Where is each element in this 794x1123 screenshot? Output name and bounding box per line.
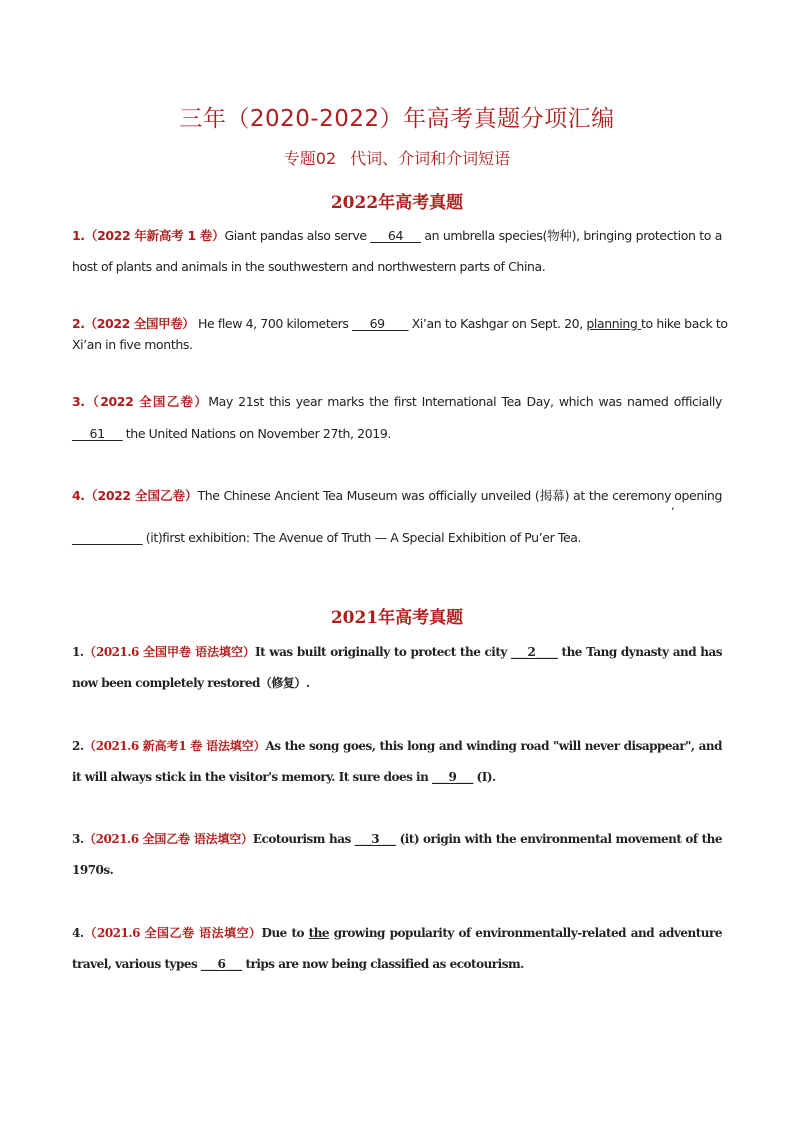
question-line <box>72 831 722 847</box>
answer-blank: ____________ <box>72 530 143 545</box>
question-line <box>72 316 728 332</box>
question-text: Ecotourism has <box>252 832 355 846</box>
question-line: now been completely restored（修复）. <box>72 676 310 690</box>
question-source: （2022 全国乙卷） <box>84 394 209 409</box>
question-number: 3. <box>72 394 85 409</box>
question-line: host of plants and animals in the southwestern and northwestern parts of China. <box>72 259 546 274</box>
question-text: As the song goes, this long and winding road "will never disappear", and <box>265 739 723 753</box>
question-text: it will always stick in the visitor's memory. It sure does in <box>72 770 433 784</box>
question-number: 4. <box>72 488 85 503</box>
question-text: the Tang dynasty and has <box>557 645 722 659</box>
question-number: 1. <box>72 228 85 243</box>
answer-blank: ___9___ <box>432 770 473 784</box>
question-source: （2021.6 新高考1 卷 语法填空） <box>83 739 266 753</box>
question-number: 4. <box>72 926 84 940</box>
section-heading-2022: 2022年高考真题 <box>330 193 464 213</box>
question-line: Xi’an in five months. <box>72 337 193 352</box>
question-text: trips are now being classified as ecotourism. <box>241 957 524 971</box>
comma-mark: , <box>671 499 675 512</box>
question-line <box>72 394 722 410</box>
question-number: 1. <box>72 645 84 659</box>
question-text: growing popularity of environmentally-related and adventure <box>329 926 722 940</box>
page-subtitle <box>0 146 794 169</box>
question-line <box>72 925 722 941</box>
question-source: （2022 全国甲卷） <box>84 316 195 331</box>
underlined-word: planning <box>586 316 641 331</box>
question-line <box>72 644 722 660</box>
question-line <box>72 956 722 972</box>
answer-blank: ___64___ <box>370 228 421 243</box>
answer-blank: ___6___ <box>200 957 242 971</box>
question-source: （2021.6 全国乙卷 语法填空） <box>83 926 262 940</box>
answer-blank: ___69____ <box>352 316 409 331</box>
question-line <box>72 769 722 785</box>
question-text: (I). <box>472 770 496 784</box>
question-text: an umbrella species(物种), bringing protection to a <box>420 228 722 243</box>
question-text: Due to <box>261 926 309 940</box>
question-text: Xi’an to Kashgar on Sept. 20, <box>408 316 587 331</box>
question-text: travel, various types <box>72 957 201 971</box>
question-source: （2022 年新高考 1 卷） <box>84 228 225 243</box>
question-text: the United Nations on November 27th, 2019. <box>122 426 391 441</box>
underlined-word: the <box>308 926 330 940</box>
question-number: 3. <box>72 832 84 846</box>
question-text: May 21st this year marks the first International Tea Day, which was named officially <box>208 394 722 409</box>
question-line <box>72 738 722 754</box>
subtitle-prefix: 专题02 <box>283 149 337 168</box>
question-number: 2. <box>72 316 85 331</box>
question-line <box>72 530 722 546</box>
question-text: The Chinese Ancient Tea Museum was officially unveiled (揭幕) at the ceremony <box>197 488 672 503</box>
question-line <box>72 488 722 512</box>
question-text: opening <box>674 488 722 503</box>
answer-blank: ___3___ <box>354 832 396 846</box>
section-heading-2021: 2021年高考真题 <box>330 608 464 628</box>
question-text: to hike back to <box>641 316 728 331</box>
question-line: 1970s. <box>72 863 114 877</box>
question-text: He flew 4, 700 kilometers <box>194 316 353 331</box>
answer-blank: ___2____ <box>511 645 558 659</box>
question-text: (it) origin with the environmental movement of the <box>395 832 722 846</box>
question-text: (it)first exhibition: The Avenue of Truth — A Special Exhibition of Pu’er Tea. <box>142 530 582 545</box>
question-line <box>72 228 722 244</box>
answer-blank: ___61___ <box>72 426 123 441</box>
question-source: （2022 全国乙卷） <box>84 488 198 503</box>
question-line <box>72 426 722 442</box>
question-source: （2021.6 全国乙卷 语法填空） <box>83 832 253 846</box>
question-number: 2. <box>72 739 84 753</box>
question-text: Giant pandas also serve <box>224 228 371 243</box>
page-title: 三年（2020-2022）年高考真题分项汇编 <box>179 106 615 132</box>
question-source: （2021.6 全国甲卷 语法填空） <box>83 645 255 659</box>
question-text: It was built originally to protect the city <box>255 645 512 659</box>
subtitle-topic: 代词、介词和介词短语 <box>350 149 511 168</box>
